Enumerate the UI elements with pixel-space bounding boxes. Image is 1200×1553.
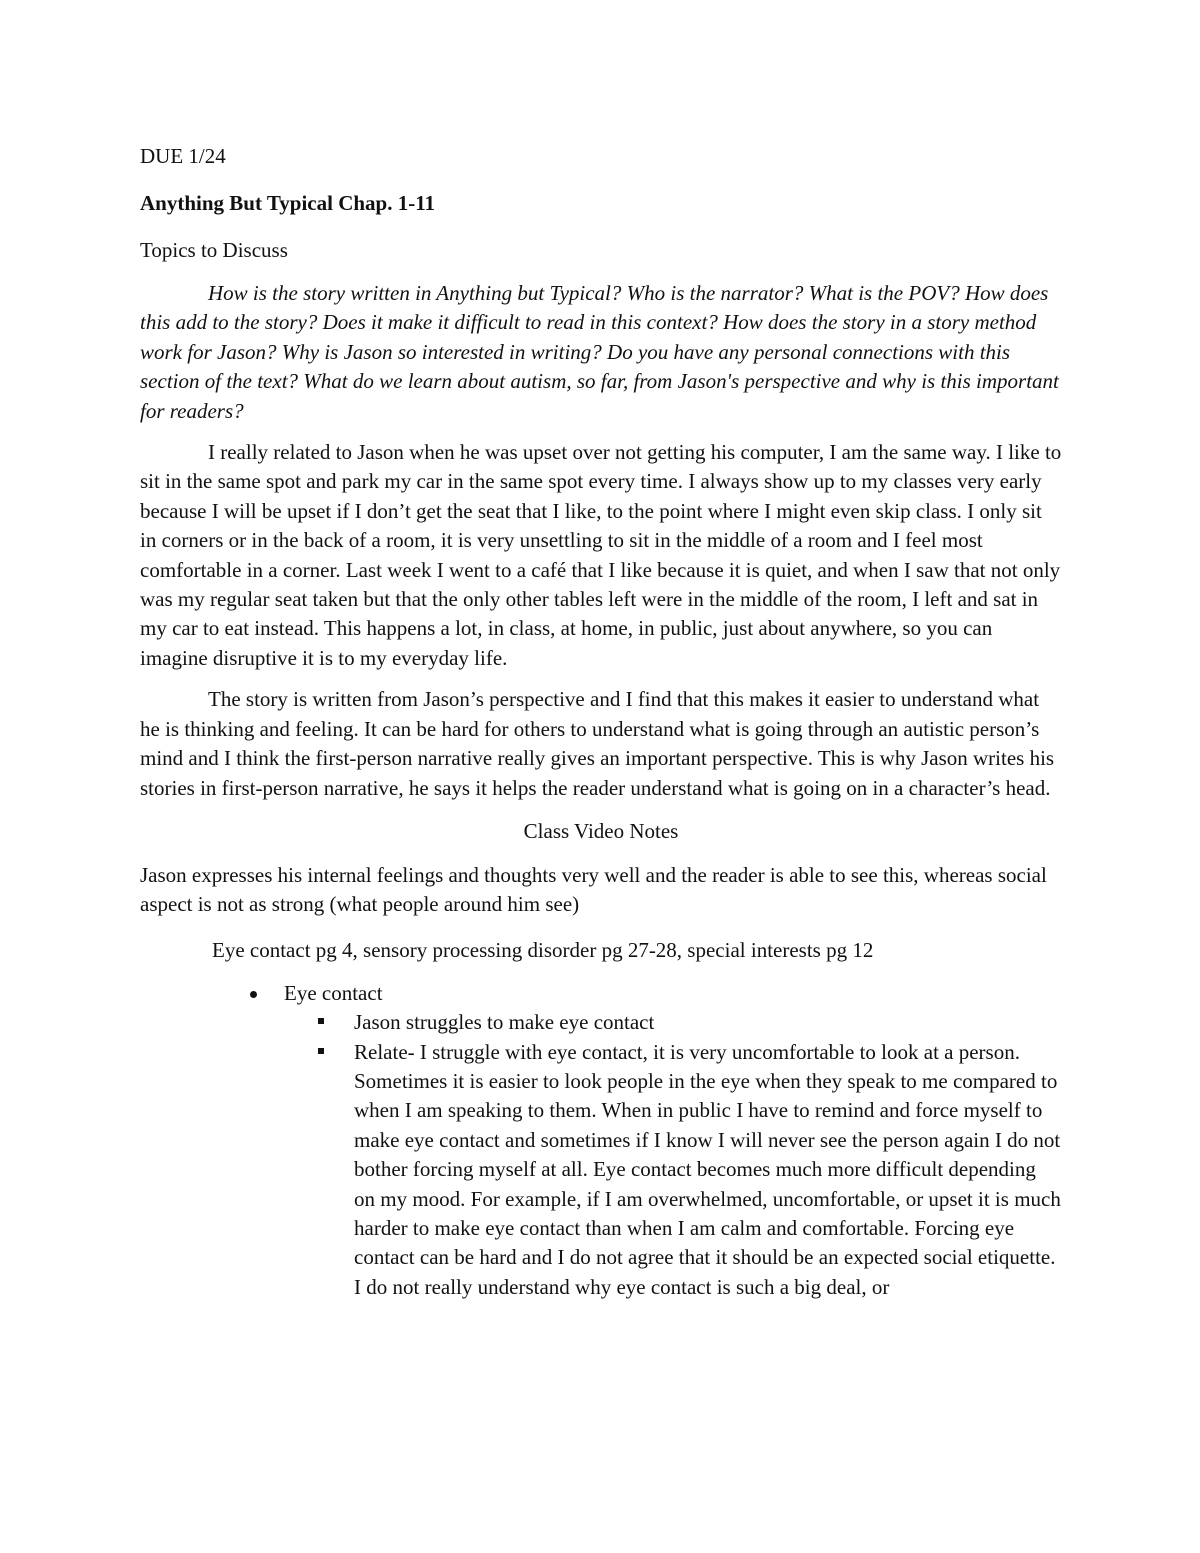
square-bullet-icon <box>318 1018 324 1024</box>
video-notes-heading: Class Video Notes <box>523 818 679 843</box>
document-body <box>140 140 1062 1302</box>
bullet-label: Eye contact <box>284 980 383 1005</box>
sub-bullet-list <box>284 1008 1062 1302</box>
paragraph-personal-connection: I really related to Jason when he was upset over not getting his computer, I am the same way. I like to sit in the same spot and park my car in the same spot every time. I always show up to my classes very early because I will be upset if I don’t get the seat that I like, to the point where I might even skip class. I only sit in corners or in the back of a room, it is very unsettling to sit in the middle of a room and I feel most comfortable in a corner. Last week I went to a café that I like because it is quiet, and when I saw that not only was my regular seat taken but that the only other tables left were in the middle of the room, I left and sat in my car to eat instead. This happens a lot, in class, at home, in public, just about anywhere, so you can imagine disruptive it is to my everyday life. <box>140 440 1062 670</box>
list-item <box>140 1038 1062 1303</box>
sub-bullet-text: Relate- I struggle with eye contact, it is very uncomfortable to look at a person. Sometimes it is easier to look people in the eye when they speak to me compared to when I am speaking to them. When in public I have to remind and force myself to make eye contact and sometimes if I know I will never see the person again I do not bother forcing myself at all. Eye contact becomes much more difficult depending on my mood. For example, if I am overwhelmed, uncomfortable, or upset it is much harder to make eye contact than when I am calm and comfortable. Forcing eye contact can be hard and I do not agree that it should be an expected social etiquette. I do not really understand why eye contact is such a big deal, or <box>354 1039 1061 1299</box>
topics-page-references: Eye contact pg 4, sensory processing disorder pg 27-28, special interests pg 12 <box>212 937 874 962</box>
due-date: DUE 1/24 <box>140 144 226 168</box>
list-item <box>140 979 1062 1302</box>
square-bullet-icon <box>318 1048 324 1054</box>
sub-bullet-text: Jason struggles to make eye contact <box>354 1010 655 1035</box>
discussion-questions: How is the story written in Anything but Typical? Who is the narrator? What is the POV? How does this add to the story? Does it make it difficult to read in this context? How does the story in a story method work for Jason? Why is Jason so interested in writing? Do you have any personal connections with this section of the text? What do we learn about autism, so far, from Jason's perspective and why is this important for readers? <box>140 281 1059 423</box>
bullet-dot-icon <box>250 991 257 998</box>
video-notes-text: Jason expresses his internal feelings and thoughts very well and the reader is able to see this, whereas social aspect is not as strong (what people around him see) <box>140 862 1047 917</box>
topics-label: Topics to Discuss <box>140 238 288 262</box>
list-item <box>140 1008 1062 1037</box>
document-title: Anything But Typical Chap. 1-11 <box>140 191 436 215</box>
notes-bullet-list <box>140 979 1062 1302</box>
paragraph-perspective: The story is written from Jason’s perspective and I find that this makes it easier to understand what he is thinking and feeling. It can be hard for others to understand what is going through an autistic person’s mind and I think the first-person narrative really gives an important perspective. This is why Jason writes his stories in first-person narrative, he says it helps the reader understand what is going on in a character’s head. <box>140 687 1055 800</box>
